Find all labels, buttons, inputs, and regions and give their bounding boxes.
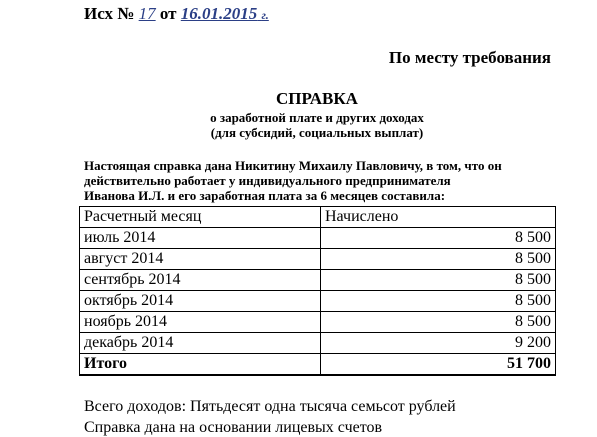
- outgoing-reference-line: [84, 4, 269, 24]
- column-header-month: Расчетный месяц: [80, 207, 321, 228]
- amount-cell: 8 500: [321, 249, 556, 270]
- column-header-accrued: Начислено: [321, 207, 556, 228]
- month-cell: август 2014: [80, 249, 321, 270]
- document-subtitle-1: о заработной плате и других доходах: [210, 110, 424, 125]
- month-cell: ноябрь 2014: [80, 312, 321, 333]
- intro-line: Иванова И.Л. и его заработная плата за 6 месяцев составила:: [84, 188, 446, 203]
- document-subtitle-2: (для субсидий, социальных выплат): [210, 125, 424, 140]
- amount-cell: 8 500: [321, 291, 556, 312]
- table-row: [80, 312, 556, 333]
- table-row: [80, 249, 556, 270]
- month-cell: декабрь 2014: [80, 333, 321, 354]
- month-cell: июль 2014: [80, 228, 321, 249]
- ref-prefix: Исх №: [84, 4, 135, 23]
- intro-line: Настоящая справка дана Никитину Михаилу Павловичу, в том, что он: [84, 158, 502, 173]
- ref-date-suffix: г.: [261, 8, 269, 22]
- addressee: По месту требования: [388, 48, 551, 67]
- amount-cell: 8 500: [321, 228, 556, 249]
- ref-date: [181, 4, 269, 23]
- table-row: [80, 291, 556, 312]
- basis-text: Справка дана на основании лицевых счетов: [84, 419, 383, 436]
- table-header-row: [80, 207, 556, 228]
- intro-paragraph: [84, 158, 554, 203]
- table-row: [80, 333, 556, 354]
- document-title: СПРАВКА: [276, 89, 358, 108]
- table-total-row: [80, 354, 556, 376]
- amount-cell: 8 500: [321, 312, 556, 333]
- ref-date-value: 16.01.2015: [180, 4, 258, 23]
- salary-table: [79, 206, 556, 376]
- table-row: [80, 228, 556, 249]
- amount-cell: 8 500: [321, 270, 556, 291]
- month-cell: октябрь 2014: [80, 291, 321, 312]
- intro-line: действительно работает у индивидуального предпринимателя: [84, 173, 451, 188]
- total-income-text: Всего доходов: Пятьдесят одна тысяча семьсот рублей: [84, 398, 456, 415]
- total-label: Итого: [80, 354, 321, 376]
- ref-number: 17: [138, 4, 156, 23]
- month-cell: сентябрь 2014: [80, 270, 321, 291]
- total-amount: 51 700: [321, 354, 556, 376]
- ref-from: от: [159, 4, 177, 23]
- amount-cell: 9 200: [321, 333, 556, 354]
- table-row: [80, 270, 556, 291]
